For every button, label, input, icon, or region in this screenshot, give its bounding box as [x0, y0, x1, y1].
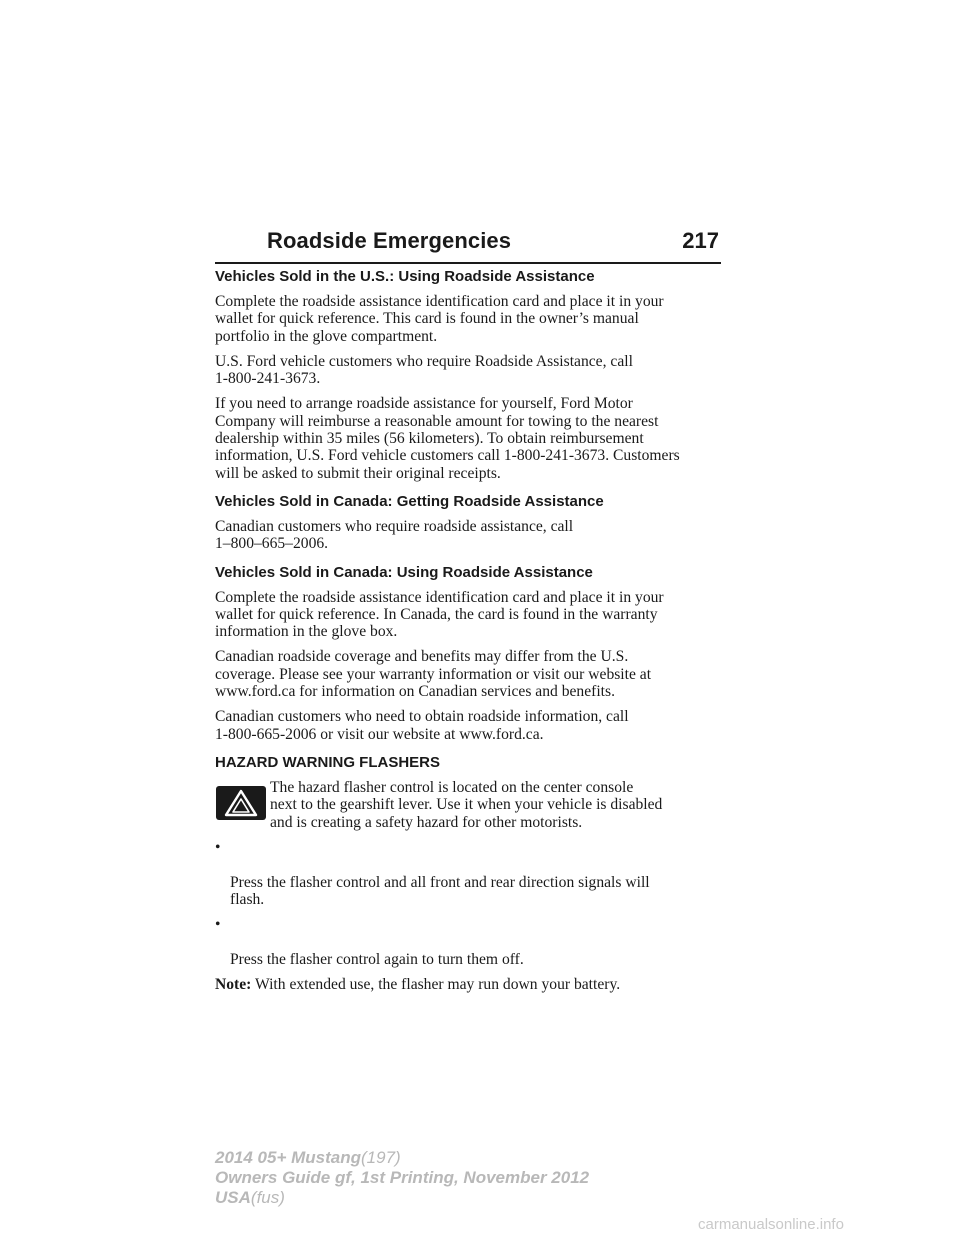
paragraph: Canadian roadside coverage and benefits may differ from the U.S. coverage. Please see your warranty information or visit our website at www.ford.ca for information on Canadian services and benefits.	[215, 648, 652, 701]
bullet-symbol: •	[215, 838, 221, 856]
footer-model-code: (197)	[361, 1148, 401, 1167]
list-item	[215, 916, 721, 968]
hazard-intro-block	[215, 779, 721, 831]
paragraph: Canadian customers who need to obtain roadside information, call 1-800-665-2006 or visit our website at www.ford.ca.	[215, 708, 629, 743]
paragraph: Canadian customers who require roadside assistance, call 1–800–665–2006.	[215, 517, 574, 553]
list-item-text: Press the flasher control and all front and rear direction signals will flash.	[230, 873, 650, 908]
footer-line-model	[215, 1148, 589, 1168]
list-item	[215, 839, 721, 908]
heading-hazard-warning-flashers: HAZARD WARNING FLASHERS	[215, 753, 440, 771]
bullet-symbol: •	[215, 916, 221, 934]
paragraph: Complete the roadside assistance identification card and place it in your wallet for quick reference. In Canada, the card is found in the warranty information in the glove box.	[215, 588, 664, 641]
note	[215, 976, 721, 993]
heading-canada-using-roadside: Vehicles Sold in Canada: Using Roadside Assistance	[215, 563, 593, 581]
footer-market-code: (fus)	[250, 1188, 285, 1207]
note-text: With extended use, the flasher may run down your battery.	[255, 976, 621, 994]
heading-canada-getting-roadside: Vehicles Sold in Canada: Getting Roadside Assistance	[215, 492, 604, 510]
paragraph: If you need to arrange roadside assistance for yourself, Ford Motor Company will reimburse a reasonable amount for towing to the nearest dealership within 35 miles (56 kilometers). To obtain reimbursement information, U.S. Ford vehicle customers call 1-800-241-3673. Customers will be asked to submit their original receipts.	[215, 395, 680, 482]
paragraph: U.S. Ford vehicle customers who require Roadside Assistance, call 1-800-241-3673.	[215, 352, 633, 388]
watermark: carmanualsonline.info	[698, 1216, 844, 1233]
footer-printing: Owners Guide gf, 1st Printing, November 2012	[215, 1168, 590, 1187]
page-number: 217	[682, 228, 719, 253]
footer-market: USA	[215, 1188, 251, 1207]
heading-us-using-roadside: Vehicles Sold in the U.S.: Using Roadside Assistance	[215, 268, 595, 285]
note-label: Note:	[215, 976, 252, 994]
paragraph: Complete the roadside assistance identification card and place it in your wallet for quick reference. This card is found in the owner’s manual portfolio in the glove compartment.	[215, 293, 664, 345]
hazard-intro-text: The hazard flasher control is located on the center console next to the gearshift lever. Use it when your vehicle is disabled and is creating a safety hazard for other motorists.	[270, 778, 663, 831]
hazard-triangle-icon	[216, 786, 266, 820]
list-item-text: Press the flasher control again to turn them off.	[230, 950, 524, 968]
footer-model: 2014 05+ Mustang	[215, 1148, 361, 1167]
page-header	[215, 226, 721, 264]
print-footer	[215, 1148, 589, 1208]
section-title: Roadside Emergencies	[267, 228, 512, 253]
footer-line-market	[215, 1188, 589, 1208]
page-content	[215, 268, 721, 993]
